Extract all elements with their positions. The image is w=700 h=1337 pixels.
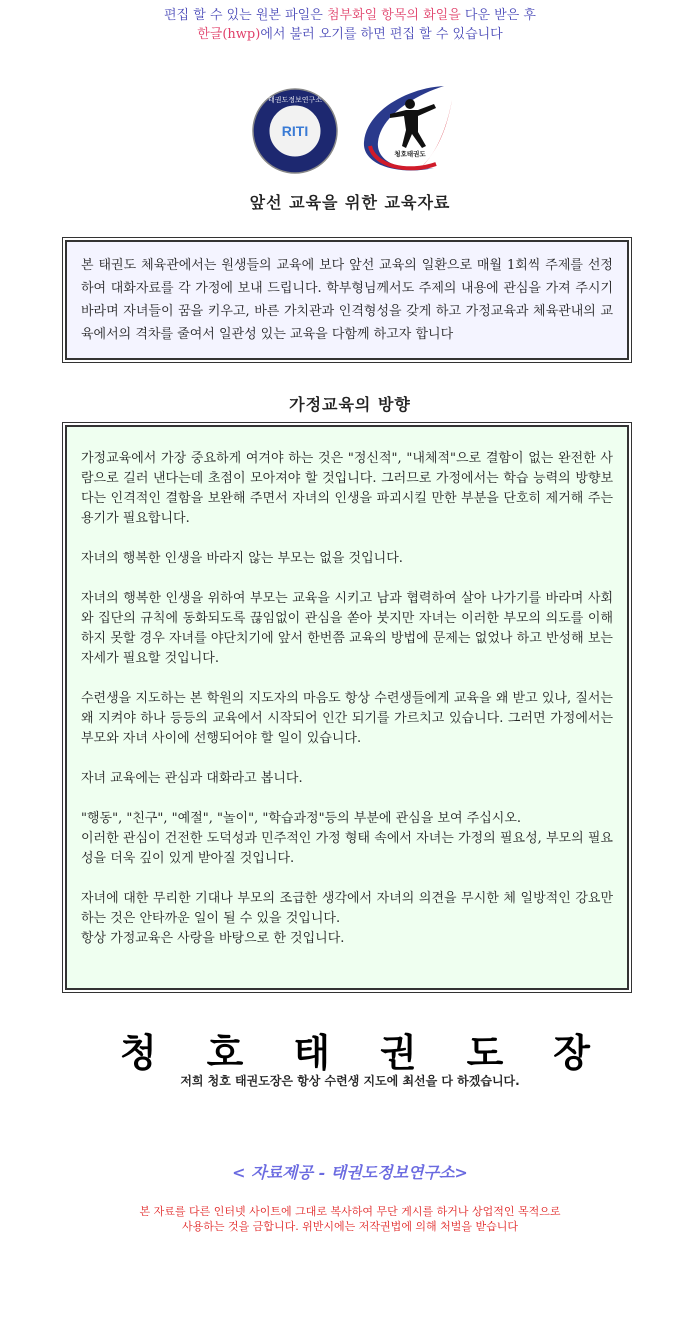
paragraph-7b: 항상 가정교육은 사랑을 바탕으로 한 것입니다. bbox=[81, 931, 345, 946]
paragraph-3: 자녀의 행복한 인생을 위하여 부모는 교육을 시키고 남과 협력하여 살아 나가기를 바라며 사회와 집단의 규칙에 동화되도록 끊임없이 관심을 쏟아 붓지만 자녀는 이러한 부모의 의도를 이해하지 못할 경우 자녀를 야단치기에 앞서 한번쯤 교육의 방법에 문제는 없었나 하고 반성해 보는 자세가 필요할 것입니다. bbox=[81, 591, 613, 666]
cheongho-logo bbox=[356, 82, 456, 178]
notice-text: 다운 받은 후 bbox=[460, 8, 536, 23]
source-credit: < 자료제공 - 태권도정보연구소> bbox=[232, 1163, 468, 1182]
notice-line-1 bbox=[0, 6, 700, 25]
notice-line-2 bbox=[0, 25, 700, 44]
intro-text: 본 태권도 체육관에서는 원생들의 교육에 보다 앞선 교육의 일환으로 매월 1회씩 주제를 선정하여 대화자료를 각 가정에 보내 드립니다. 학부형님께서도 주제의 내용에 관심을 가져 주시기 바라며 자녀들이 꿈을 키우고, 바른 가치관과 인격형성을 갖게 하고 가정교육과 체육관내의 교육에서의 격차를 줄여서 일관성 있는 교육을 다함께 하고자 합니다 bbox=[81, 258, 613, 342]
attachment-highlight: 첨부화일 항목의 화일을 bbox=[326, 8, 461, 23]
dojang-tagline: 저희 청호 태권도장은 항상 수련생 지도에 최선을 다 하겠습니다. bbox=[180, 1074, 520, 1088]
riti-logo-text: RITI bbox=[281, 123, 309, 139]
copyright-line-1: 본 자료를 다른 인터넷 사이트에 그대로 복사하여 무단 게시를 하거나 상업적인 목적으로 bbox=[139, 1205, 561, 1218]
paragraph-5: 자녀 교육에는 관심과 대화라고 봅니다. bbox=[81, 771, 303, 786]
dojang-char: 장 bbox=[553, 1030, 590, 1075]
logo-row bbox=[0, 82, 700, 182]
notice-text: 편집 할 수 있는 원본 파일은 bbox=[164, 8, 327, 23]
notice-text: 에서 불러 오기를 하면 편집 할 수 있습니다 bbox=[260, 27, 503, 42]
page-title: 앞선 교육을 위한 교육자료 bbox=[249, 193, 451, 212]
section-title: 가정교육의 방향 bbox=[289, 395, 411, 414]
intro-box bbox=[65, 240, 629, 360]
dojang-char: 태 bbox=[293, 1030, 331, 1075]
paragraph-1: 가정교육에서 가장 중요하게 여겨야 하는 것은 "정신적", "내체적"으로 결함이 없는 완전한 사람으로 길러 낸다는데 초점이 모아져야 할 것입니다. 그러므로 가정에서는 학습 능력의 방향보다는 인격적인 결함을 보완해 주면서 자녀의 인생을 파괴시킬 만한 부분을 단호히 제거해 주는 용기가 필요합니다. bbox=[81, 451, 613, 526]
paragraph-6a: "행동", "친구", "예절", "놀이", "학습과정"등의 부분에 관심을 보여 주십시오. bbox=[81, 811, 522, 826]
riti-ring-text: 태권도정보연구소 bbox=[267, 96, 323, 104]
paragraph-7a: 자녀에 대한 무리한 기대나 부모의 조급한 생각에서 자녀의 의견을 무시한 체 일방적인 강요만 하는 것은 안타까운 일이 될 수 있을 것입니다. bbox=[81, 891, 613, 926]
hwp-highlight: 한글(hwp) bbox=[197, 27, 261, 42]
dojang-char: 권 bbox=[379, 1030, 417, 1075]
dojang-char: 도 bbox=[466, 1030, 504, 1075]
paragraph-2: 자녀의 행복한 인생을 바라지 않는 부모는 없을 것입니다. bbox=[81, 551, 403, 566]
dojang-char: 청 bbox=[120, 1030, 157, 1075]
paragraph-4: 수련생을 지도하는 본 학원의 지도자의 마음도 항상 수련생들에게 교육을 왜 받고 있나, 질서는 왜 지켜야 하나 등등의 교육에서 시작되어 인간 되기를 가르치고 있습니다. 그러면 가정에서는 부모와 자녀 사이에 선행되어야 할 일이 있습니다. bbox=[81, 691, 613, 746]
copyright-line-2: 사용하는 것을 금합니다. 위반시에는 저작권법에 의해 처벌을 받습니다 bbox=[181, 1220, 519, 1233]
riti-logo bbox=[252, 88, 338, 174]
dojang-char: 호 bbox=[206, 1030, 244, 1075]
cheongho-logo-text: 청호태권도 bbox=[394, 150, 426, 158]
dojang-name bbox=[120, 1022, 590, 1077]
hwp-notice bbox=[0, 6, 700, 44]
content-box bbox=[65, 425, 629, 990]
paragraph-6b: 이러한 관심이 건전한 도덕성과 민주적인 가정 형태 속에서 자녀는 가정의 필요성, 부모의 필요성을 더욱 깊이 있게 받아질 것입니다. bbox=[81, 831, 613, 866]
copyright-notice bbox=[0, 1204, 700, 1234]
